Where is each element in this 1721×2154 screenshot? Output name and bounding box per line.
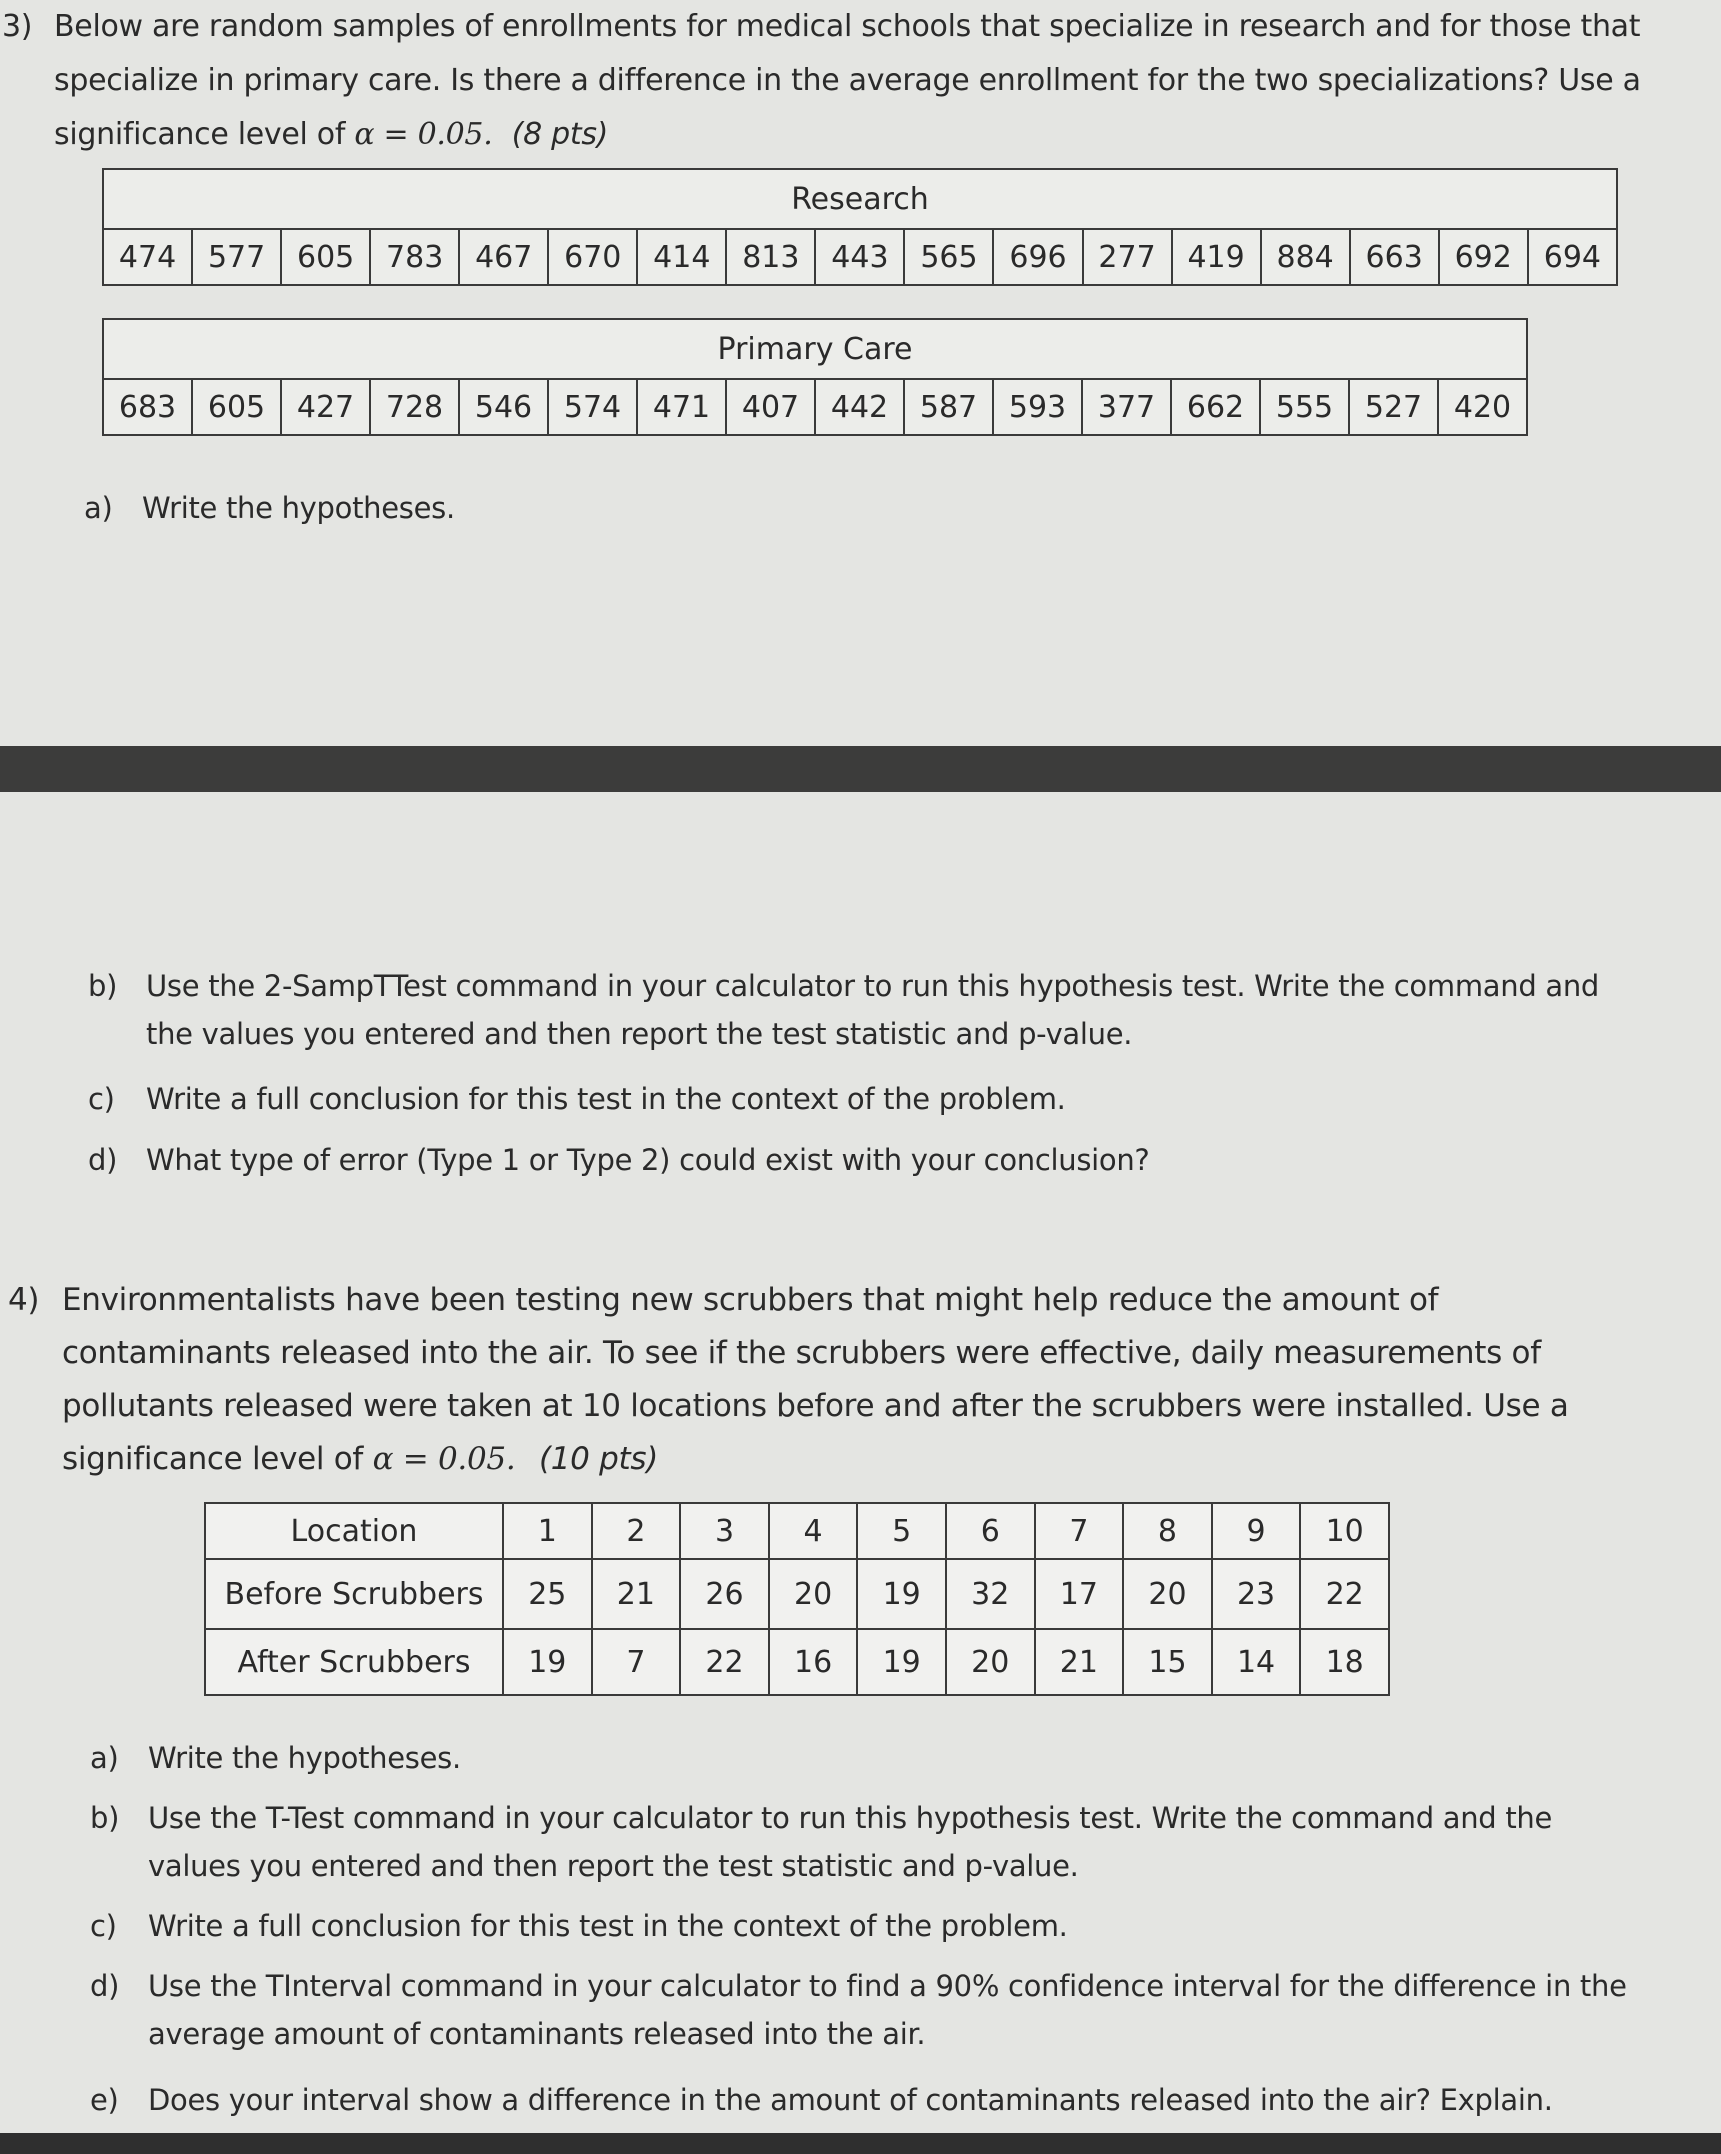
q4-part-c-label: c) bbox=[90, 1909, 117, 1943]
location-number-cell: 3 bbox=[680, 1503, 769, 1559]
q3-part-b-line-2: the values you entered and then report the test statistic and p-value. bbox=[146, 1017, 1133, 1051]
research-value-cell: 577 bbox=[192, 229, 281, 285]
primary-care-value-cell: 427 bbox=[281, 379, 370, 435]
location-number-cell: 8 bbox=[1123, 1503, 1212, 1559]
primary-care-value-cell: 605 bbox=[192, 379, 281, 435]
research-title: Research bbox=[103, 169, 1617, 229]
q4-line-1: Environmentalists have been testing new scrubbers that might help reduce the amount of bbox=[62, 1282, 1439, 1318]
primary-care-table bbox=[102, 318, 1528, 436]
primary-care-values-row bbox=[103, 379, 1527, 435]
research-value-cell: 419 bbox=[1172, 229, 1261, 285]
primary-care-value-cell: 471 bbox=[637, 379, 726, 435]
research-value-cell: 694 bbox=[1528, 229, 1617, 285]
after-value-cell: 19 bbox=[857, 1629, 946, 1695]
after-scrubbers-label: After Scrubbers bbox=[205, 1629, 503, 1695]
location-number-cell: 5 bbox=[857, 1503, 946, 1559]
q3-part-d bbox=[88, 1136, 1150, 1184]
research-value-cell: 663 bbox=[1350, 229, 1439, 285]
primary-care-value-cell: 587 bbox=[904, 379, 993, 435]
primary-care-value-cell: 683 bbox=[103, 379, 192, 435]
location-number-cell: 10 bbox=[1300, 1503, 1389, 1559]
research-values-row bbox=[103, 229, 1617, 285]
after-value-cell: 20 bbox=[946, 1629, 1035, 1695]
research-value-cell: 813 bbox=[726, 229, 815, 285]
after-value-cell: 16 bbox=[769, 1629, 858, 1695]
q3-part-a-text: Write the hypotheses. bbox=[142, 491, 455, 525]
research-value-cell: 783 bbox=[370, 229, 459, 285]
location-number-cell: 7 bbox=[1035, 1503, 1124, 1559]
primary-care-value-cell: 662 bbox=[1171, 379, 1260, 435]
q4-points: (10 pts) bbox=[538, 1441, 659, 1477]
q3-part-b-label: b) bbox=[88, 969, 118, 1003]
after-value-cell: 21 bbox=[1035, 1629, 1124, 1695]
q3-part-b bbox=[88, 962, 1599, 1058]
q4-line-3: pollutants released were taken at 10 locations before and after the scrubbers were installed. Use a bbox=[62, 1388, 1569, 1424]
q3-part-d-label: d) bbox=[88, 1143, 118, 1177]
q4-part-b-line-2: values you entered and then report the test statistic and p-value. bbox=[148, 1849, 1079, 1883]
q3-part-c-text: Write a full conclusion for this test in the context of the problem. bbox=[146, 1082, 1066, 1116]
after-value-cell: 15 bbox=[1123, 1629, 1212, 1695]
research-value-cell: 277 bbox=[1083, 229, 1172, 285]
location-header: Location bbox=[205, 1503, 503, 1559]
primary-care-title: Primary Care bbox=[103, 319, 1527, 379]
q3-part-b-line-1: Use the 2-SampTTest command in your calculator to run this hypothesis test. Write the command and bbox=[146, 969, 1600, 1003]
research-value-cell: 670 bbox=[548, 229, 637, 285]
research-value-cell: 467 bbox=[459, 229, 548, 285]
q4-part-d-line-1: Use the TInterval command in your calculator to find a 90% confidence interval for the difference in the bbox=[148, 1969, 1627, 2003]
primary-care-value-cell: 442 bbox=[815, 379, 904, 435]
before-value-cell: 19 bbox=[857, 1559, 946, 1629]
before-value-cell: 23 bbox=[1212, 1559, 1301, 1629]
primary-care-value-cell: 377 bbox=[1082, 379, 1171, 435]
before-scrubbers-label: Before Scrubbers bbox=[205, 1559, 503, 1629]
after-value-cell: 19 bbox=[503, 1629, 592, 1695]
location-number-cell: 9 bbox=[1212, 1503, 1301, 1559]
location-number-cell: 2 bbox=[592, 1503, 681, 1559]
q3-part-a bbox=[84, 484, 455, 532]
q4-part-a-label: a) bbox=[90, 1741, 119, 1775]
before-value-cell: 17 bbox=[1035, 1559, 1124, 1629]
q4-part-c-text: Write a full conclusion for this test in the context of the problem. bbox=[148, 1909, 1068, 1943]
q4-line-4-prefix: significance level of bbox=[62, 1441, 373, 1477]
page-divider bbox=[0, 746, 1721, 792]
location-number-cell: 4 bbox=[769, 1503, 858, 1559]
q4-part-e-label: e) bbox=[90, 2083, 119, 2117]
q4-part-b bbox=[90, 1794, 1552, 1890]
q4-part-b-line-1: Use the T-Test command in your calculator to run this hypothesis test. Write the command and the bbox=[148, 1801, 1553, 1835]
primary-care-value-cell: 420 bbox=[1438, 379, 1527, 435]
primary-care-value-cell: 574 bbox=[548, 379, 637, 435]
q3-part-d-text: What type of error (Type 1 or Type 2) could exist with your conclusion? bbox=[146, 1143, 1150, 1177]
question-3-prompt bbox=[0, 0, 1721, 160]
q3-line-3-prefix: significance level of bbox=[54, 117, 355, 152]
research-value-cell: 696 bbox=[993, 229, 1082, 285]
after-value-cell: 14 bbox=[1212, 1629, 1301, 1695]
before-scrubbers-row bbox=[205, 1559, 1389, 1629]
q4-part-a bbox=[90, 1734, 461, 1782]
q4-part-b-label: b) bbox=[90, 1801, 120, 1835]
q3-alpha: α = 0.05. bbox=[354, 117, 493, 152]
after-scrubbers-row bbox=[205, 1629, 1389, 1695]
before-value-cell: 32 bbox=[946, 1559, 1035, 1629]
primary-care-value-cell: 728 bbox=[370, 379, 459, 435]
q4-part-d bbox=[90, 1962, 1627, 2058]
q3-points: (8 pts) bbox=[511, 117, 609, 152]
before-value-cell: 25 bbox=[503, 1559, 592, 1629]
q3-part-c bbox=[88, 1075, 1066, 1123]
scrubbers-table bbox=[204, 1502, 1390, 1696]
research-value-cell: 605 bbox=[281, 229, 370, 285]
after-value-cell: 7 bbox=[592, 1629, 681, 1695]
location-row bbox=[205, 1503, 1389, 1559]
question-3-number: 3) bbox=[2, 9, 33, 44]
question-4-number: 4) bbox=[8, 1282, 40, 1318]
research-value-cell: 474 bbox=[103, 229, 192, 285]
question-4-prompt bbox=[0, 1274, 1721, 1494]
q4-part-d-line-2: average amount of contaminants released into the air. bbox=[148, 2017, 926, 2051]
location-number-cell: 6 bbox=[946, 1503, 1035, 1559]
q4-part-a-text: Write the hypotheses. bbox=[148, 1741, 461, 1775]
q4-alpha: α = 0.05. bbox=[372, 1441, 516, 1477]
research-value-cell: 414 bbox=[637, 229, 726, 285]
before-value-cell: 22 bbox=[1300, 1559, 1389, 1629]
q3-part-a-label: a) bbox=[84, 491, 113, 525]
q4-part-d-label: d) bbox=[90, 1969, 120, 2003]
bottom-edge bbox=[0, 2133, 1721, 2154]
q4-part-e-text: Does your interval show a difference in the amount of contaminants released into the air? Explain. bbox=[148, 2083, 1553, 2117]
location-number-cell: 1 bbox=[503, 1503, 592, 1559]
research-table bbox=[102, 168, 1618, 286]
q4-part-e bbox=[90, 2076, 1553, 2124]
primary-care-value-cell: 555 bbox=[1260, 379, 1349, 435]
q3-part-c-label: c) bbox=[88, 1082, 115, 1116]
before-value-cell: 20 bbox=[1123, 1559, 1212, 1629]
q3-line-1: Below are random samples of enrollments for medical schools that specialize in research and for those that bbox=[54, 9, 1641, 44]
research-value-cell: 565 bbox=[904, 229, 993, 285]
before-value-cell: 21 bbox=[592, 1559, 681, 1629]
primary-care-value-cell: 527 bbox=[1349, 379, 1438, 435]
after-value-cell: 18 bbox=[1300, 1629, 1389, 1695]
q3-line-2: specialize in primary care. Is there a difference in the average enrollment for the two specializations? Use a bbox=[54, 63, 1641, 98]
primary-care-value-cell: 546 bbox=[459, 379, 548, 435]
research-value-cell: 443 bbox=[815, 229, 904, 285]
before-value-cell: 26 bbox=[680, 1559, 769, 1629]
q4-part-c bbox=[90, 1902, 1068, 1950]
primary-care-value-cell: 407 bbox=[726, 379, 815, 435]
research-value-cell: 884 bbox=[1261, 229, 1350, 285]
primary-care-value-cell: 593 bbox=[993, 379, 1082, 435]
before-value-cell: 20 bbox=[769, 1559, 858, 1629]
q4-line-2: contaminants released into the air. To see if the scrubbers were effective, daily measurements of bbox=[62, 1335, 1541, 1371]
research-value-cell: 692 bbox=[1439, 229, 1528, 285]
after-value-cell: 22 bbox=[680, 1629, 769, 1695]
